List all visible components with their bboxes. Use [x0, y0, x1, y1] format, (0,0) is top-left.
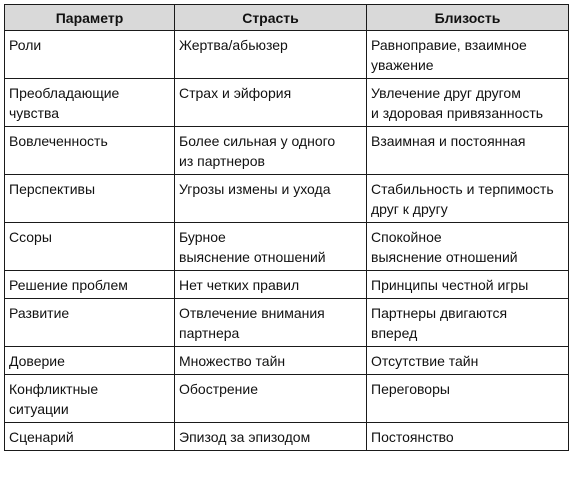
- cell-passion: Множество тайн: [175, 347, 367, 375]
- cell-parameter: Перспективы: [5, 175, 175, 223]
- cell-intimacy: Принципы честной игры: [367, 271, 569, 299]
- table-row: [5, 423, 569, 451]
- cell-parameter: Развитие: [5, 299, 175, 347]
- cell-intimacy: Спокойное выяснение отношений: [367, 223, 569, 271]
- cell-parameter: Сценарий: [5, 423, 175, 451]
- table-row: [5, 271, 569, 299]
- cell-intimacy: Взаимная и постоянная: [367, 127, 569, 175]
- cell-passion: Более сильная у одного из партнеров: [175, 127, 367, 175]
- table-row: [5, 299, 569, 347]
- cell-intimacy: Постоянство: [367, 423, 569, 451]
- header-parameter: Параметр: [5, 5, 175, 31]
- cell-parameter: Решение проблем: [5, 271, 175, 299]
- cell-intimacy: Равноправие, взаимное уважение: [367, 31, 569, 79]
- cell-intimacy: Отсутствие тайн: [367, 347, 569, 375]
- cell-passion: Обострение: [175, 375, 367, 423]
- cell-parameter: Доверие: [5, 347, 175, 375]
- cell-intimacy: Переговоры: [367, 375, 569, 423]
- cell-passion: Отвлечение внимания партнера: [175, 299, 367, 347]
- cell-intimacy: Стабильность и терпимость друг к другу: [367, 175, 569, 223]
- table-row: [5, 175, 569, 223]
- cell-passion: Жертва/абьюзер: [175, 31, 367, 79]
- table-row: [5, 375, 569, 423]
- header-intimacy: Близость: [367, 5, 569, 31]
- cell-passion: Бурное выяснение отношений: [175, 223, 367, 271]
- cell-intimacy: Партнеры двигаются вперед: [367, 299, 569, 347]
- table-row: [5, 127, 569, 175]
- table-row: [5, 347, 569, 375]
- cell-parameter: Конфликтные ситуации: [5, 375, 175, 423]
- cell-passion: Угрозы измены и ухода: [175, 175, 367, 223]
- cell-passion: Страх и эйфория: [175, 79, 367, 127]
- comparison-table-container: [4, 4, 569, 451]
- header-passion: Страсть: [175, 5, 367, 31]
- table-row: [5, 79, 569, 127]
- table-row: [5, 31, 569, 79]
- table-header-row: [5, 5, 569, 31]
- comparison-table: [4, 4, 569, 451]
- cell-intimacy: Увлечение друг другом и здоровая привязанность: [367, 79, 569, 127]
- cell-parameter: Роли: [5, 31, 175, 79]
- cell-passion: Эпизод за эпизодом: [175, 423, 367, 451]
- cell-parameter: Вовлеченность: [5, 127, 175, 175]
- cell-parameter: Ссоры: [5, 223, 175, 271]
- cell-passion: Нет четких правил: [175, 271, 367, 299]
- cell-parameter: Преобладающие чувства: [5, 79, 175, 127]
- table-row: [5, 223, 569, 271]
